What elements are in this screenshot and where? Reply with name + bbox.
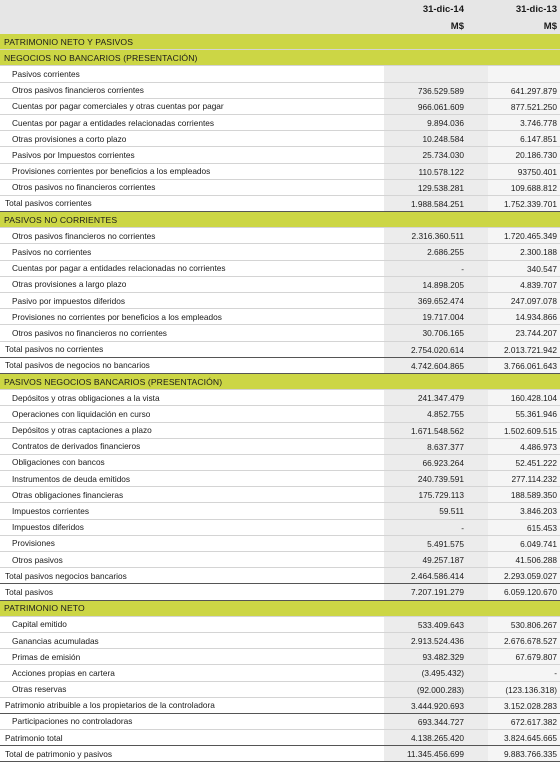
value-2014: 4.852.755 (384, 406, 488, 421)
value-2014: - (384, 261, 488, 276)
value-2014: 66.923.264 (384, 455, 488, 470)
value-2013: 1.752.339.701 (488, 196, 560, 211)
row-label: PASIVOS NEGOCIOS BANCARIOS (PRESENTACIÓN) (4, 376, 223, 387)
table-row (0, 325, 560, 341)
total-row (0, 568, 560, 584)
value-2013: 641.297.879 (488, 83, 560, 98)
table-row (0, 487, 560, 503)
row-label: PATRIMONIO NETO Y PASIVOS (4, 36, 134, 47)
value-2014: 9.894.036 (384, 115, 488, 130)
row-label: Acciones propias en cartera (12, 667, 115, 678)
table-row (0, 390, 560, 406)
table-row (0, 520, 560, 536)
table-row (0, 617, 560, 633)
table-row (0, 261, 560, 277)
table-row (0, 83, 560, 99)
row-label: Total pasivos (5, 586, 53, 597)
value-2013: 9.883.766.335 (488, 746, 560, 761)
column-header (0, 0, 560, 34)
table-body (0, 34, 560, 762)
table-row (0, 471, 560, 487)
value-2013: 3.152.028.283 (488, 698, 560, 713)
row-label: PATRIMONIO NETO (4, 603, 85, 614)
value-2013 (488, 66, 560, 81)
value-2014: 8.637.377 (384, 439, 488, 454)
row-label: Total pasivos no corrientes (5, 344, 104, 355)
value-2013: 160.428.104 (488, 390, 560, 405)
row-label: Impuestos diferidos (12, 522, 84, 533)
value-2014 (384, 212, 488, 227)
column-2013 (488, 0, 560, 34)
value-2013: 672.617.382 (488, 714, 560, 729)
row-label: Instrumentos de deuda emitidos (12, 473, 131, 484)
row-label: Cuentas por pagar comerciales y otras cuentas por pagar (12, 101, 224, 112)
total-row (0, 730, 560, 746)
value-2014: 966.061.609 (384, 99, 488, 114)
value-2014: 25.734.030 (384, 147, 488, 162)
value-2013: - (488, 665, 560, 680)
value-2013: 1.502.609.515 (488, 423, 560, 438)
section-header (0, 601, 560, 617)
table-row (0, 277, 560, 293)
value-2014: 4.138.265.420 (384, 730, 488, 745)
total-row (0, 584, 560, 600)
value-2014: 14.898.205 (384, 277, 488, 292)
value-2013: 3.846.203 (488, 503, 560, 518)
row-label: Otros pasivos no financieros corrientes (12, 182, 156, 193)
value-2013: 3.746.778 (488, 115, 560, 130)
table-row (0, 131, 560, 147)
row-label: Depósitos y otras captaciones a plazo (12, 425, 152, 436)
value-2014 (384, 601, 488, 616)
value-2013: 67.679.807 (488, 649, 560, 664)
value-2013: 2.293.059.027 (488, 568, 560, 583)
value-2013: 3.824.645.665 (488, 730, 560, 745)
column-2014 (384, 0, 488, 34)
value-2014 (384, 34, 488, 49)
table-row (0, 682, 560, 698)
row-label: Total pasivos corrientes (5, 198, 92, 209)
row-label: Otras obligaciones financieras (12, 489, 124, 500)
row-label: Otras reservas (12, 684, 67, 695)
total-row (0, 342, 560, 358)
value-2014: 110.578.122 (384, 164, 488, 179)
row-label: Pasivos corrientes (12, 68, 80, 79)
value-2013: 109.688.812 (488, 180, 560, 195)
row-label: Pasivo por impuestos diferidos (12, 295, 125, 306)
row-label: Otras provisiones a largo plazo (12, 279, 127, 290)
value-2014: 2.316.360.511 (384, 228, 488, 243)
section-header (0, 212, 560, 228)
table-row (0, 423, 560, 439)
table-row (0, 649, 560, 665)
value-2013: 14.934.866 (488, 309, 560, 324)
row-label: Otros pasivos financieros corrientes (12, 85, 144, 96)
section-header (0, 34, 560, 50)
table-row (0, 147, 560, 163)
value-2013: 4.486.973 (488, 439, 560, 454)
row-label: Provisiones no corrientes por beneficios a los empleados (12, 311, 222, 322)
value-2013: 247.097.078 (488, 293, 560, 308)
value-2013: 55.361.946 (488, 406, 560, 421)
row-label: PASIVOS NO CORRIENTES (4, 214, 118, 225)
value-2014: 2.464.586.414 (384, 568, 488, 583)
value-2014: 533.409.643 (384, 617, 488, 632)
value-2013: 20.186.730 (488, 147, 560, 162)
value-2014 (384, 50, 488, 65)
row-label: Operaciones con liquidación en curso (12, 408, 151, 419)
value-2014: 10.248.584 (384, 131, 488, 146)
table-row (0, 244, 560, 260)
value-2013: 3.766.061.643 (488, 358, 560, 373)
row-label: Primas de emisión (12, 651, 81, 662)
value-2013: 615.453 (488, 520, 560, 535)
value-2014: 4.742.604.865 (384, 358, 488, 373)
value-2013 (488, 212, 560, 227)
row-label: Capital emitido (12, 619, 67, 630)
value-2013: 6.059.120.670 (488, 584, 560, 599)
value-2014: 93.482.329 (384, 649, 488, 664)
row-label: Provisiones (12, 538, 55, 549)
table-row (0, 180, 560, 196)
row-label: NEGOCIOS NO BANCARIOS (PRESENTACIÓN) (4, 52, 198, 63)
row-label: Otras provisiones a corto plazo (12, 133, 127, 144)
row-label: Pasivos no corrientes (12, 247, 92, 258)
value-2014: 49.257.187 (384, 552, 488, 567)
value-2013: 2.300.188 (488, 244, 560, 259)
value-2014 (384, 374, 488, 389)
value-2014: 1.671.548.562 (384, 423, 488, 438)
value-2014: 129.538.281 (384, 180, 488, 195)
value-2013: 6.049.741 (488, 536, 560, 551)
table-row (0, 714, 560, 730)
value-2014: 2.686.255 (384, 244, 488, 259)
value-2013 (488, 34, 560, 49)
row-label: Depósitos y otras obligaciones a la vista (12, 392, 160, 403)
header-spacer (0, 0, 384, 34)
value-2014: 2.754.020.614 (384, 342, 488, 357)
table-row (0, 552, 560, 568)
value-2013: 4.839.707 (488, 277, 560, 292)
row-label: Pasivos por Impuestos corrientes (12, 149, 135, 160)
table-row (0, 164, 560, 180)
value-2014: 7.207.191.279 (384, 584, 488, 599)
table-row (0, 309, 560, 325)
table-row (0, 633, 560, 649)
row-label: Cuentas por pagar a entidades relacionadas no corrientes (12, 263, 226, 274)
row-label: Provisiones corrientes por beneficios a los empleados (12, 166, 211, 177)
section-header (0, 50, 560, 66)
row-label: Ganancias acumuladas (12, 635, 99, 646)
table-row (0, 99, 560, 115)
total-row (0, 196, 560, 212)
column-date: 31-dic-14 (422, 4, 464, 15)
value-2014: 175.729.113 (384, 487, 488, 502)
value-2014: 5.491.575 (384, 536, 488, 551)
value-2014: 30.706.165 (384, 325, 488, 340)
row-label: Participaciones no controladoras (12, 716, 133, 727)
value-2014: 3.444.920.693 (384, 698, 488, 713)
value-2014: 1.988.584.251 (384, 196, 488, 211)
value-2013: 41.506.288 (488, 552, 560, 567)
value-2013: 877.521.250 (488, 99, 560, 114)
value-2014: 693.344.727 (384, 714, 488, 729)
value-2014: (92.000.283) (384, 682, 488, 697)
value-2013: 2.013.721.942 (488, 342, 560, 357)
value-2013: 530.806.267 (488, 617, 560, 632)
row-label: Total de patrimonio y pasivos (5, 748, 112, 759)
row-label: Otros pasivos (12, 554, 63, 565)
value-2014: 2.913.524.436 (384, 633, 488, 648)
value-2014: 241.347.479 (384, 390, 488, 405)
table-row (0, 228, 560, 244)
row-label: Cuentas por pagar a entidades relacionadas corrientes (12, 117, 215, 128)
row-label: Patrimonio atribuible a los propietarios de la controladora (5, 700, 215, 711)
table-row (0, 503, 560, 519)
value-2013: 93750.401 (488, 164, 560, 179)
value-2014: 369.652.474 (384, 293, 488, 308)
row-label: Otros pasivos no financieros no corrientes (12, 327, 167, 338)
value-2014: 59.511 (384, 503, 488, 518)
row-label: Total pasivos de negocios no bancarios (5, 360, 150, 371)
row-label: Otros pasivos financieros no corrientes (12, 230, 156, 241)
table-row (0, 455, 560, 471)
value-2013 (488, 374, 560, 389)
row-label: Total pasivos negocios bancarios (5, 570, 127, 581)
table-row (0, 665, 560, 681)
value-2014: 11.345.456.699 (384, 746, 488, 761)
table-row (0, 406, 560, 422)
value-2013: (123.136.318) (488, 682, 560, 697)
total-row (0, 746, 560, 762)
row-label: Obligaciones con bancos (12, 457, 105, 468)
table-row (0, 115, 560, 131)
value-2013 (488, 601, 560, 616)
value-2014: - (384, 520, 488, 535)
value-2013: 2.676.678.527 (488, 633, 560, 648)
total-row (0, 358, 560, 374)
value-2013: 1.720.465.349 (488, 228, 560, 243)
table-row (0, 66, 560, 82)
total-row (0, 698, 560, 714)
value-2014: (3.495.432) (384, 665, 488, 680)
table-row (0, 293, 560, 309)
column-unit: M$ (543, 21, 557, 32)
row-label: Impuestos corrientes (12, 506, 90, 517)
table-row (0, 439, 560, 455)
row-label: Contratos de derivados financieros (12, 441, 141, 452)
value-2013: 340.547 (488, 261, 560, 276)
column-date: 31-dic-13 (515, 4, 557, 15)
row-label: Patrimonio total (5, 732, 63, 743)
table-row (0, 536, 560, 552)
value-2013: 188.589.350 (488, 487, 560, 502)
value-2013: 52.451.222 (488, 455, 560, 470)
value-2014 (384, 66, 488, 81)
value-2014: 240.739.591 (384, 471, 488, 486)
value-2014: 19.717.004 (384, 309, 488, 324)
column-unit: M$ (450, 21, 464, 32)
section-header (0, 374, 560, 390)
value-2014: 736.529.589 (384, 83, 488, 98)
value-2013 (488, 50, 560, 65)
value-2013: 277.114.232 (488, 471, 560, 486)
value-2013: 23.744.207 (488, 325, 560, 340)
value-2013: 6.147.851 (488, 131, 560, 146)
